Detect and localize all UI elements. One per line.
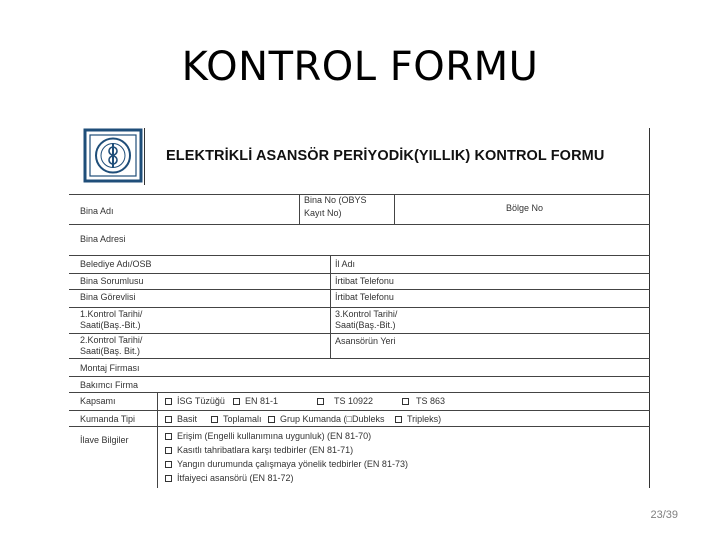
ilave-bilgiler-label: İlave Bilgiler bbox=[80, 435, 129, 445]
control-form bbox=[69, 128, 651, 488]
checkbox-en-81-73[interactable] bbox=[165, 461, 172, 468]
row-divider bbox=[69, 376, 650, 377]
checkbox-tripleks[interactable] bbox=[395, 416, 402, 423]
bina-adresi-label: Bina Adresi bbox=[80, 234, 126, 244]
kontrol3-label-2: Saati(Baş.-Bit.) bbox=[335, 320, 396, 330]
bina-sorumlusu-label: Bina Sorumlusu bbox=[80, 276, 144, 286]
checkbox-grup-kumanda[interactable] bbox=[268, 416, 275, 423]
irtibat-telefonu-label: İrtibat Telefonu bbox=[335, 276, 394, 286]
option-tripleks: Tripleks) bbox=[407, 414, 442, 424]
montaj-firmasi-label: Montaj Firması bbox=[80, 363, 140, 373]
kontrol1-label-2: Saati(Baş.-Bit.) bbox=[80, 320, 141, 330]
option-isg-tuzugu: İSG Tüzüğü bbox=[177, 396, 225, 406]
checkbox-ts-863[interactable] bbox=[402, 398, 409, 405]
bina-no-label-2: Kayıt No) bbox=[304, 208, 342, 218]
checkbox-en-81-70[interactable] bbox=[165, 433, 172, 440]
il-adi-label: İl Adı bbox=[335, 259, 356, 269]
asansor-yeri-label: Asansörün Yeri bbox=[335, 336, 396, 346]
column-divider bbox=[394, 194, 395, 224]
row-divider bbox=[69, 333, 650, 334]
column-divider bbox=[299, 194, 300, 224]
bina-adi-label: Bina Adı bbox=[80, 206, 114, 216]
kumanda-tipi-label: Kumanda Tipi bbox=[80, 414, 136, 424]
option-en-81-72: İtfaiyeci asansörü (EN 81-72) bbox=[177, 473, 294, 483]
checkbox-ts-10922[interactable] bbox=[317, 398, 324, 405]
row-divider bbox=[69, 224, 650, 225]
option-en-81-70: Erişim (Engelli kullanımına uygunluk) (EN 81-70) bbox=[177, 431, 372, 441]
page-number: 23/39 bbox=[650, 509, 678, 521]
kontrol1-label: 1.Kontrol Tarihi/ bbox=[80, 309, 143, 319]
bakimci-firma-label: Bakımcı Firma bbox=[80, 380, 139, 390]
option-grup-kumanda: Grup Kumanda (□Dubleks bbox=[280, 414, 385, 424]
form-right-border bbox=[649, 128, 650, 488]
checkbox-en-81-1[interactable] bbox=[233, 398, 240, 405]
kapsami-label: Kapsamı bbox=[80, 396, 116, 406]
checkbox-basit[interactable] bbox=[165, 416, 172, 423]
checkbox-toplamali[interactable] bbox=[211, 416, 218, 423]
option-en-81-71: Kasıtlı tahribatlara karşı tedbirler (EN 81-71) bbox=[177, 445, 354, 455]
option-en-81-73: Yangın durumunda çalışmaya yönelik tedbirler (EN 81-73) bbox=[177, 459, 408, 469]
slide-title: KONTROL FORMU bbox=[181, 44, 539, 90]
option-basit: Basit bbox=[177, 414, 198, 424]
checkbox-isg-tuzugu[interactable] bbox=[165, 398, 172, 405]
row-divider bbox=[69, 255, 650, 256]
row-divider bbox=[69, 307, 650, 308]
column-divider bbox=[330, 255, 331, 358]
kontrol2-label: 2.Kontrol Tarihi/ bbox=[80, 335, 143, 345]
form-heading: ELEKTRİKLİ ASANSÖR PERİYODİK(YILLIK) KONTROL FORMU bbox=[166, 148, 605, 164]
row-divider bbox=[69, 358, 650, 359]
option-ts-10922: TS 10922 bbox=[334, 396, 374, 406]
option-en-81-1: EN 81-1 bbox=[245, 396, 279, 406]
kontrol2-label-2: Saati(Baş. Bit.) bbox=[80, 346, 141, 356]
kontrol3-label: 3.Kontrol Tarihi/ bbox=[335, 309, 398, 319]
option-toplamali: Toplamalı bbox=[223, 414, 262, 424]
irtibat-telefonu-label-2: İrtibat Telefonu bbox=[335, 292, 394, 302]
header-divider bbox=[144, 128, 145, 185]
bolge-no-label: Bölge No bbox=[506, 203, 544, 213]
bina-no-label: Bina No (OBYS bbox=[304, 195, 367, 205]
column-divider bbox=[157, 392, 158, 488]
belediye-label: Belediye Adı/OSB bbox=[80, 259, 152, 269]
row-divider bbox=[69, 273, 650, 274]
option-ts-863: TS 863 bbox=[416, 396, 446, 406]
municipality-seal-icon bbox=[83, 128, 143, 183]
checkbox-en-81-72[interactable] bbox=[165, 475, 172, 482]
bina-gorevlisi-label: Bina Görevlisi bbox=[80, 292, 136, 302]
checkbox-en-81-71[interactable] bbox=[165, 447, 172, 454]
row-divider bbox=[69, 289, 650, 290]
